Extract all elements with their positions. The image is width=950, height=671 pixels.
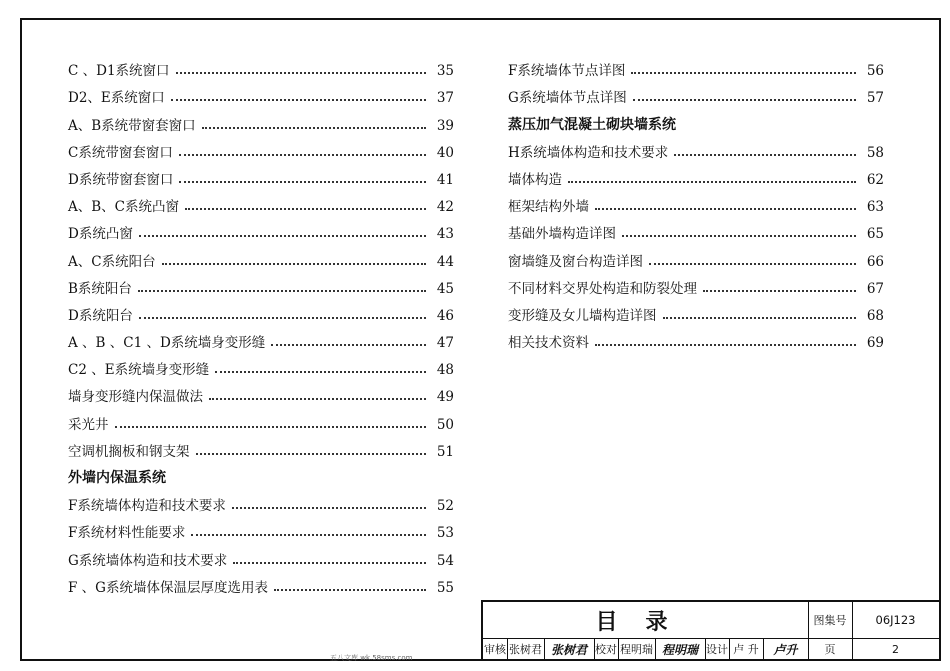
dot-leader [649,262,856,265]
toc-entry-title: F 、G系统墙体保温层厚度选用表 [68,579,268,596]
design-label: 设计 [705,638,730,660]
reviewer-name: 张树君 [507,638,545,660]
toc-entry[interactable] [68,297,454,324]
toc-entry-page: 57 [866,90,884,107]
toc-entry[interactable] [508,270,884,297]
toc-entry-title: A、B、C系统凸窗 [68,199,179,216]
toc-entry[interactable] [508,215,884,242]
toc-entry-page: 43 [436,226,454,243]
toc-entry-title: A 、B 、C1 、D系统墙身变形缝 [68,335,266,352]
toc-entry-title: G系统墙体节点详图 [508,90,627,107]
toc-entry-title: 框架结构外墙 [508,199,589,216]
title-block-top-row [483,602,939,639]
page-title: 目录 [483,602,809,638]
toc-entry[interactable] [68,134,454,161]
toc-entry-title: C系统带窗套窗口 [68,144,173,161]
toc-entry-page: 37 [436,90,454,107]
toc-entry[interactable] [68,351,454,378]
toc-entry-title: D系统阳台 [68,307,133,324]
toc-entry-title: G系统墙体构造和技术要求 [68,552,228,569]
toc-entry-page: 54 [436,552,454,569]
toc-entry-page: 53 [436,525,454,542]
designer-name: 卢 升 [729,638,764,660]
dot-leader [139,316,426,319]
toc-entry-page: 51 [436,443,454,460]
dot-leader [191,533,426,536]
toc-entry[interactable] [68,161,454,188]
toc-entry-title: A、C系统阳台 [68,253,156,270]
dot-leader [703,289,856,292]
toc-entry[interactable] [508,52,884,79]
dot-leader [115,425,427,428]
toc-entry-title: B系统阳台 [68,280,132,297]
checker-name: 程明瑞 [618,638,656,660]
dot-leader [622,234,856,237]
toc-entry-page: 67 [866,280,884,297]
dot-leader [162,262,426,265]
reviewer-signature: 张树君 [544,638,595,660]
toc-entry-page: 58 [866,144,884,161]
toc-entry-page: 47 [436,335,454,352]
toc-entry[interactable] [68,433,454,460]
toc-entry-page: 40 [436,144,454,161]
toc-entry-page: 66 [866,253,884,270]
toc-entry-page: 65 [866,226,884,243]
watermark: 五八文库 wk.58sms.com [330,654,413,662]
toc-entry[interactable] [68,541,454,568]
toc-entry[interactable] [508,134,884,161]
toc-entry[interactable] [68,378,454,405]
toc-entry-title: F系统墙体构造和技术要求 [68,498,226,515]
toc-entry-page: 68 [866,307,884,324]
dot-leader [633,98,856,101]
designer-signature: 卢升 [763,638,809,660]
toc-entry-page: 56 [866,63,884,80]
toc-entry-page: 41 [436,171,454,188]
toc-entry-title: C2 、E系统墙身变形缝 [68,362,210,379]
toc-entry-page: 35 [436,63,454,80]
toc-entry[interactable] [68,188,454,215]
dot-leader [138,289,426,292]
toc-entry-title: 窗墙缝及窗台构造详图 [508,253,643,270]
toc-entry-title: 采光井 [68,416,109,433]
dot-leader [663,316,857,319]
toc-entry-title: D2、E系统窗口 [68,90,165,107]
toc-entry-page: 49 [436,389,454,406]
toc-entry[interactable] [68,324,454,351]
toc-entry-page: 62 [866,171,884,188]
dot-leader [631,71,856,74]
toc-entry-title: 墙身变形缝内保温做法 [68,389,203,406]
toc-right-column [508,52,884,351]
toc-entry-page: 45 [436,280,454,297]
dot-leader [139,234,426,237]
dot-leader [215,370,426,373]
toc-entry-title: C 、D1系统窗口 [68,63,170,80]
toc-entry-page: 46 [436,307,454,324]
toc-entry-page: 39 [436,117,454,134]
toc-entry[interactable] [68,270,454,297]
toc-entry-title: D系统带窗套窗口 [68,171,174,188]
dot-leader [232,506,426,509]
toc-entry[interactable] [68,106,454,133]
dot-leader [185,207,426,210]
toc-entry-title: F系统材料性能要求 [68,525,186,542]
toc-entry[interactable] [68,215,454,242]
dot-leader [209,397,426,400]
toc-entry-title: 空调机搁板和钢支架 [68,443,190,460]
dot-leader [202,126,426,129]
dot-leader [233,561,426,564]
dot-leader [179,180,426,183]
dot-leader [595,343,856,346]
check-label: 校对 [594,638,619,660]
dot-leader [595,207,856,210]
dot-leader [196,452,427,455]
toc-entry[interactable] [68,569,454,596]
title-block-signature-row [483,638,939,660]
toc-entry[interactable] [508,79,884,106]
toc-entry[interactable] [68,52,454,79]
toc-entry[interactable] [508,161,884,188]
toc-entry-title: 相关技术资料 [508,335,589,352]
toc-entry[interactable] [68,487,454,514]
section-heading: 蒸压加气混凝土砌块墙系统 [508,116,676,133]
toc-entry-title: 基础外墙构造详图 [508,226,616,243]
toc-entry-page: 63 [866,199,884,216]
toc-entry-title: 墙体构造 [508,171,562,188]
toc-entry-page: 52 [436,498,454,515]
atlas-number-label: 图集号 [808,602,853,638]
title-block [481,600,939,660]
toc-entry-title: F系统墙体节点详图 [508,63,626,80]
toc-entry-title: D系统凸窗 [68,226,133,243]
review-label: 审核 [483,638,508,660]
dot-leader [171,98,426,101]
section-heading: 外墙内保温系统 [68,470,166,486]
toc-entry-page: 48 [436,362,454,379]
toc-entry-title: H系统墙体构造和技术要求 [508,144,669,161]
toc-entry[interactable] [68,405,454,432]
dot-leader [179,153,426,156]
toc-entry-title: 不同材料交界处构造和防裂处理 [508,280,697,297]
toc-entry[interactable] [68,242,454,269]
toc-entry[interactable] [508,242,884,269]
toc-entry-page: 55 [436,579,454,596]
toc-entry-page: 42 [436,199,454,216]
dot-leader [271,343,426,346]
dot-leader [568,180,856,183]
toc-entry[interactable] [508,188,884,215]
page-label: 页 [808,638,853,660]
dot-leader [674,153,856,156]
toc-entry[interactable] [508,324,884,351]
dot-leader [176,71,426,74]
toc-entry-page: 69 [866,335,884,352]
toc-entry-title: A、B系统带窗套窗口 [68,117,196,134]
toc-left-column [68,52,454,596]
atlas-number: 06J123 [875,613,916,627]
toc-entry-title: 变形缝及女儿墙构造详图 [508,307,657,324]
dot-leader [274,588,426,591]
toc-entry[interactable] [68,514,454,541]
checker-signature: 程明瑞 [655,638,706,660]
toc-entry[interactable] [508,297,884,324]
page-number: 2 [892,642,899,656]
toc-entry-page: 50 [436,416,454,433]
toc-entry[interactable] [68,79,454,106]
toc-entry-page: 44 [436,253,454,270]
